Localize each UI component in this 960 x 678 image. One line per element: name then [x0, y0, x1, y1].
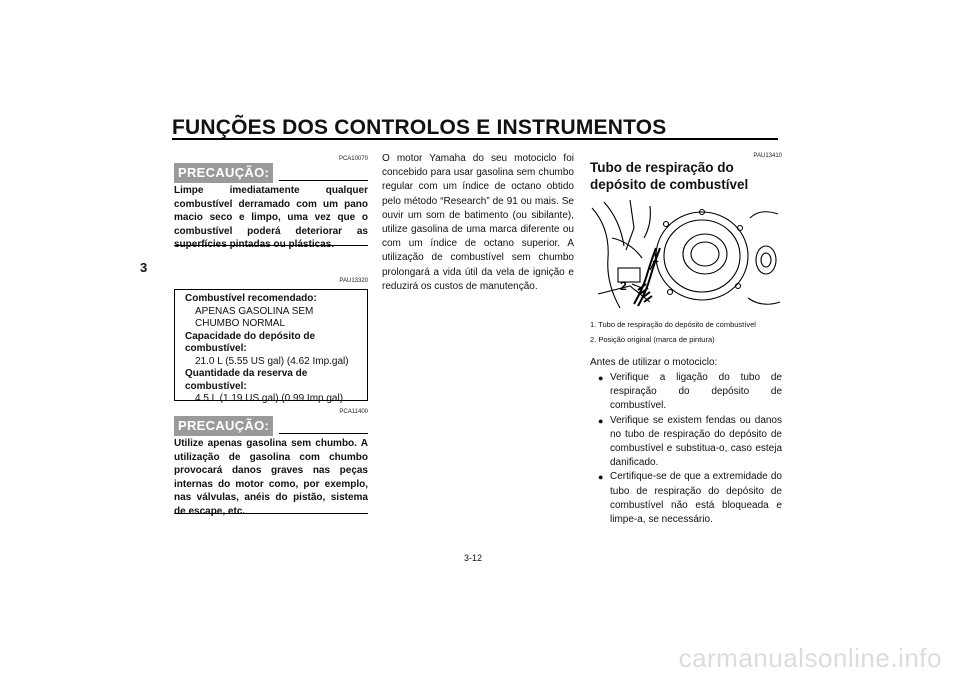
bullet-icon: ● — [598, 415, 604, 426]
fuel-label: Combustível recomendado: — [185, 293, 317, 304]
intro-text: Antes de utilizar o motociclo: — [590, 357, 718, 368]
capacity-value: 21.0 L (5.55 US gal) (4.62 Imp.gal) — [195, 355, 349, 367]
caution1-end-rule — [174, 245, 368, 246]
bullet-icon: ● — [598, 373, 604, 383]
caution1-code: PCA10070 — [338, 156, 368, 162]
caution1-line — [279, 180, 368, 181]
caution1-badge: PRECAUÇÃO: — [174, 163, 273, 183]
list-item — [598, 414, 782, 471]
figure-captions — [590, 319, 782, 349]
reserve-value: 4.5 L (1.19 US gal) (0.99 Imp.gal) — [195, 393, 344, 404]
bullet-text: Certifique-se de que a extremidade do tubo de respiração do depósito de combustível não está bloqueada e limpe-a, se necessário. — [610, 471, 782, 526]
figure-label-1: 1 — [652, 251, 659, 265]
fuel-octane-paragraph: O motor Yamaha do seu motociclo foi concebido para usar gasolina sem chumbo regular com um índice de octano obtido pelo método “Research” de 91 ou mais. Se ouvir um som de batimento (ou sibilante), utilize gasolina de uma marca diferente ou com um índice de octano superior. A utilização de combustível sem chumbo prolongará a vida útil da vela de ignição e reduzirá os custos de manutenção. — [382, 153, 574, 292]
caution1-heading — [174, 163, 368, 183]
fuel-value: APENAS GASOLINA SEM CHUMBO NORMAL — [195, 305, 314, 329]
figure-label-2: 2 — [620, 279, 627, 293]
caution2-code: PCA11400 — [339, 409, 368, 415]
bullet-text: Verifique a ligação do tubo de respiração do depósito de combustível. — [610, 372, 782, 412]
breather-code: PAU13410 — [753, 153, 782, 159]
chapter-tab: 3 — [140, 260, 148, 275]
bullet-text: Verifique se existem fendas ou danos no tubo de respiração do depósito de combustível e substitua-o, caso esteja danificado. — [610, 414, 782, 469]
fuel-spec-box — [174, 289, 368, 404]
caution2-end-rule — [174, 513, 368, 514]
caption-2: 2. Posição original (marca de pintura) — [590, 335, 715, 344]
bullet-list — [598, 371, 782, 527]
capacity-label: Capacidade do depósito de combustível: — [185, 330, 316, 354]
breather-hose-figure — [590, 198, 782, 313]
list-item — [598, 470, 782, 527]
caption-1: 1. Tubo de respiração do depósito de combustível — [590, 320, 756, 329]
page-title: FUNÇÕES DOS CONTROLOS E INSTRUMENTOS — [172, 116, 667, 139]
page-number: 3-12 — [464, 553, 483, 563]
caution2-text: Utilize apenas gasolina sem chumbo. A utilização de gasolina com chumbo provocará danos graves nas peças internas do motor como, por exemplo, nas válvulas, anéis do pistão, sistema de escape, etc. — [174, 438, 368, 517]
spec-code: PAU13320 — [339, 278, 368, 284]
reserve-label: Quantidade da reserva de combustível: — [185, 368, 308, 392]
watermark[interactable]: carmanualsonline.info — [678, 643, 942, 673]
bullet-icon: ● — [598, 472, 604, 483]
engine-illustration — [590, 198, 782, 313]
section-title: Tubo de respiração do depósito de combustível — [590, 160, 749, 192]
caution1-text: Limpe imediatamente qualquer combustível derramado com um pano macio seco e limpo, uma vez que o combustível poderá deteriorar as superfícies pintadas ou plásticas. — [174, 185, 368, 250]
title-rule — [172, 138, 778, 140]
caution2-heading — [174, 416, 368, 436]
list-item — [598, 371, 782, 414]
caution2-line — [279, 433, 368, 434]
caution2-badge: PRECAUÇÃO: — [174, 416, 273, 436]
